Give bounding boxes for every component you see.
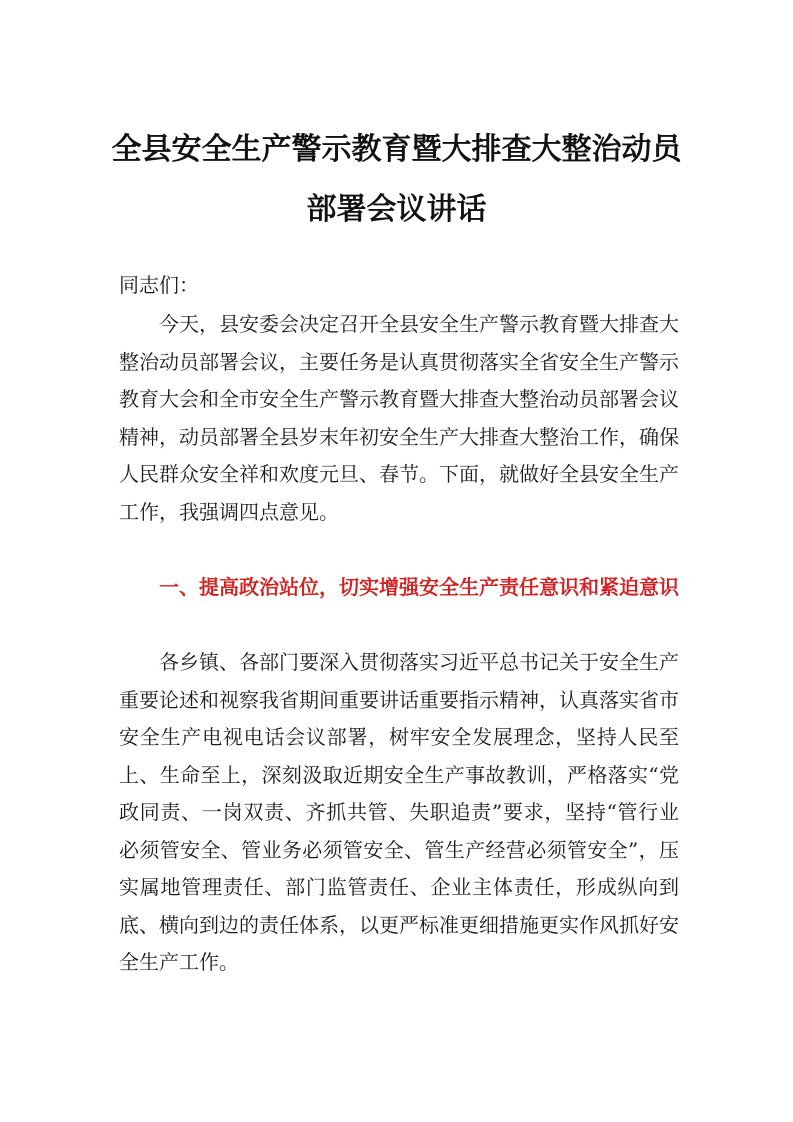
document-title-line-2: 部署会议讲话	[306, 192, 487, 227]
section-heading-1: 一、提高政治站位，切实增强安全生产责任意识和紧迫意识	[159, 575, 679, 599]
document-title-line-1: 全县安全生产警示教育暨大排查大整治动员	[111, 132, 682, 167]
paragraph-section-1: 各乡镇、各部门要深入贯彻落实习近平总书记关于安全生产重要论述和视察我省期间重要讲话重要指示精神，认真落实省市安全生产电视电话会议部署，树牢安全发展理念，坚持人民至上、生命至上，深刻汲取近期安全生产事故教训，严格落实“党政同责、一岗双责、齐抓共管、失职追责”要求，坚持“管行业必须管安全、管业务必须管安全、管生产经营必须管安全”，压实属地管理责任、部门监管责任、企业主体责任，形成纵向到底、横向到边的责任体系，以更严标准更细措施更实作风抓好安全生产工作。	[119, 650, 679, 974]
paragraph-intro: 今天，县安委会决定召开全县安全生产警示教育暨大排查大整治动员部署会议，主要任务是认真贯彻落实全省安全生产警示教育大会和全市安全生产警示教育暨大排查大整治动员部署会议精神，动员部署全县岁末年初安全生产大排查大整治工作，确保人民群众安全祥和欢度元旦、春节。下面，就做好全县安全生产工作，我强调四点意见。	[119, 312, 679, 524]
salutation: 同志们：	[119, 273, 199, 297]
